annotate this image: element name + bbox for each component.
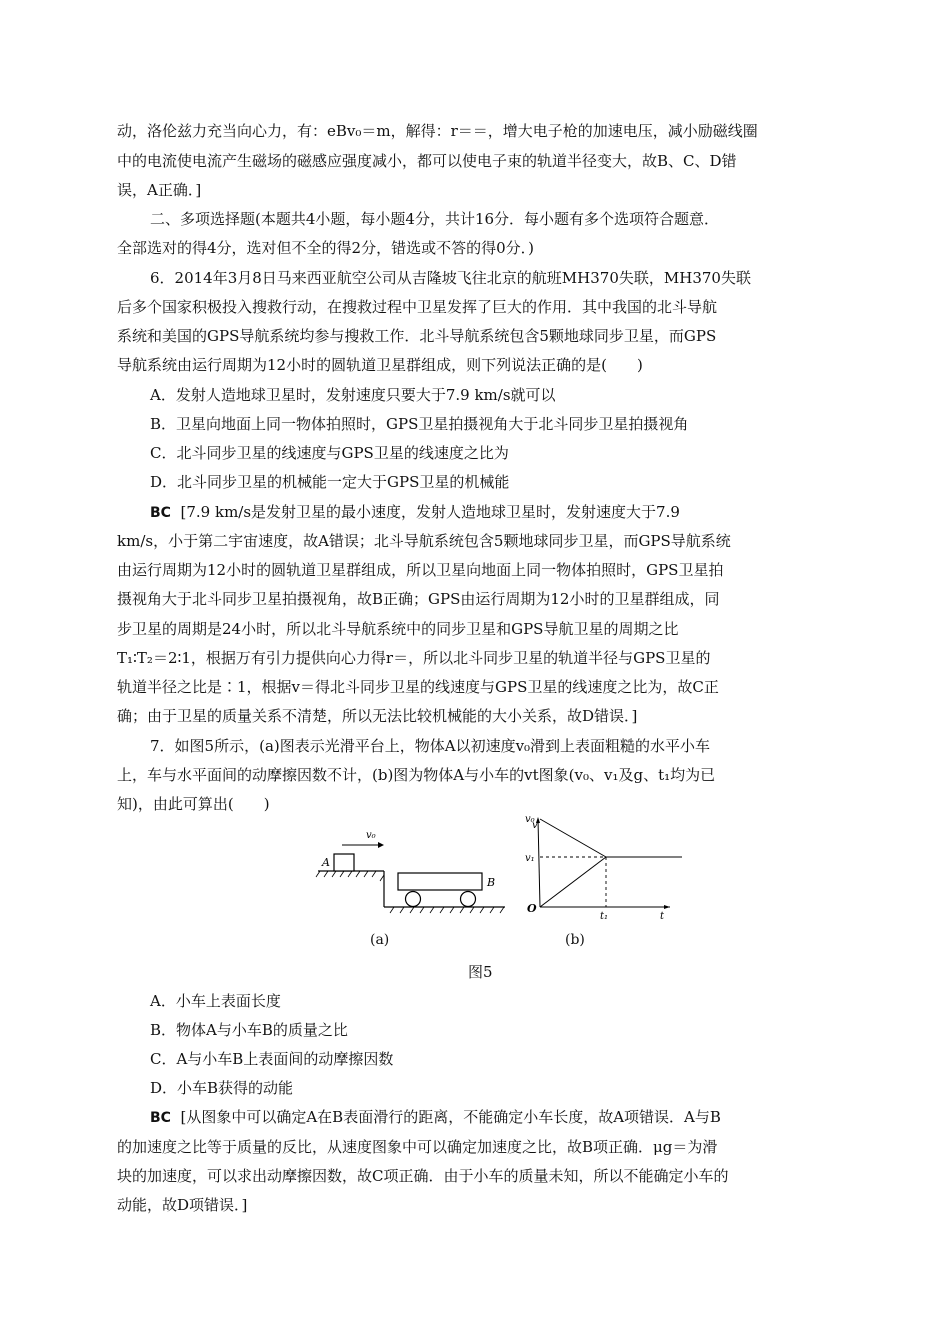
graph-line-a xyxy=(540,819,606,857)
option-d: D．北斗同步卫星的机械能一定大于GPS卫星的机械能 xyxy=(150,473,510,491)
text-line: 动，洛伦兹力充当向心力，有：eBv₀＝m，解得：r＝＝，增大电子枪的加速电压，减小励磁线圈 xyxy=(117,122,758,140)
origin-label: O xyxy=(527,902,537,915)
text-line: 全部选对的得4分，选对但不全的得2分，错选或不答的得0分．) xyxy=(117,239,534,257)
figure-caption: 图5 xyxy=(468,963,493,981)
text-line: T₁∶T₂＝2∶1，根据万有引力提供向心力得r＝，所以北斗同步卫星的轨道半径与GPS卫星的 xyxy=(117,649,711,667)
option-b: B．卫星向地面上同一物体拍照时，GPS卫星拍摄视角大于北斗同步卫星拍摄视角 xyxy=(150,415,689,433)
text-line: km/s，小于第二宇宙速度，故A错误；北斗导航系统包含5颗地球同步卫星，而GPS导航系统 xyxy=(117,532,731,550)
text-line: 轨道半径之比是∶1，根据v＝得北斗同步卫星的线速度与GPS卫星的线速度之比为，故C正 xyxy=(117,678,719,696)
cart-b xyxy=(398,873,482,890)
tick-v0: v₀ xyxy=(525,815,535,825)
axis-v: v xyxy=(532,820,538,831)
tick-t1: t₁ xyxy=(600,911,609,922)
text-line: 的加速度之比等于质量的反比，从速度图象中可以确定加速度之比，故B项正确．μg＝为滑 xyxy=(117,1138,718,1156)
question-7-stem: 7．如图5所示，(a)图表示光滑平台上，物体A以初速度v₀滑到上表面粗糙的水平小车 xyxy=(150,737,711,755)
subcaption-b: (b) xyxy=(565,932,585,948)
option-b: B．物体A与小车B的质量之比 xyxy=(150,1021,348,1039)
question-6-stem: 6．2014年3月8日马来西亚航空公司从吉隆坡飞往北京的航班MH370失联，MH370失联 xyxy=(150,269,751,287)
block-a xyxy=(334,854,354,871)
label-b: B xyxy=(487,876,496,889)
axis-t: t xyxy=(660,911,665,922)
text-line: 系统和美国的GPS导航系统均参与搜救工作．北斗导航系统包含5颗地球同步卫星，而GPS xyxy=(117,327,717,345)
graph-line-b xyxy=(540,857,606,907)
answer-6 xyxy=(150,502,680,523)
text-line: 误，A正确．] xyxy=(117,181,202,199)
text-line: 知)，由此可算出( ) xyxy=(117,795,270,813)
text-line: 中的电流使电流产生磁场的磁感应强度减小，都可以使电子束的轨道半径变大，故B、C、D错 xyxy=(117,152,737,170)
text-line: 块的加速度，可以求出动摩擦因数，故C项正确．由于小车的质量未知，所以不能确定小车的 xyxy=(117,1167,729,1185)
text-line: 确；由于卫星的质量关系不清楚，所以无法比较机械能的大小关系，故D错误．] xyxy=(117,707,638,725)
answer-label: BC xyxy=(150,505,171,521)
text-line: 导航系统由运行周期为12小时的圆轨道卫星群组成，则下列说法正确的是( ) xyxy=(117,356,643,374)
text-line: 上，车与水平面间的动摩擦因数不计，(b)图为物体A与小车的vt图象(v₀、v₁及g、t₁均为已 xyxy=(117,766,716,784)
figure-5 xyxy=(310,815,690,955)
label-v0: v₀ xyxy=(366,830,376,841)
text-line: 动能，故D项错误．] xyxy=(117,1196,248,1214)
text-line: 由运行周期为12小时的圆轨道卫星群组成，所以卫星向地面上同一物体拍照时，GPS卫星拍 xyxy=(117,561,724,579)
option-a: A．发射人造地球卫星时，发射速度只要大于7.9 km/s就可以 xyxy=(150,386,556,404)
text-line: 步卫星的周期是24小时，所以北斗导航系统中的同步卫星和GPS导航卫星的周期之比 xyxy=(117,620,679,638)
explanation-text: [从图象中可以确定A在B表面滑行的距离，不能确定小车长度，故A项错误．A与B xyxy=(180,1108,721,1126)
option-d: D．小车B获得的动能 xyxy=(150,1079,294,1097)
tick-v1: v₁ xyxy=(525,853,535,864)
subcaption-a: (a) xyxy=(370,932,390,948)
answer-label: BC xyxy=(150,1110,171,1126)
option-c: C．A与小车B上表面间的动摩擦因数 xyxy=(150,1050,394,1068)
figure-a xyxy=(316,830,505,913)
figure-b xyxy=(525,815,682,922)
text-line: 摄视角大于北斗同步卫星拍摄视角，故B正确；GPS由运行周期为12小时的卫星群组成，同 xyxy=(117,590,720,608)
text-line: 后多个国家积极投入搜救行动，在搜救过程中卫星发挥了巨大的作用．其中我国的北斗导航 xyxy=(117,298,718,316)
explanation-text: [7.9 km/s是发射卫星的最小速度，发射人造地球卫星时，发射速度大于7.9 xyxy=(180,503,680,521)
option-a: A．小车上表面长度 xyxy=(150,992,281,1010)
section-heading: 二、多项选择题(本题共4小题，每小题4分，共计16分．每小题有多个选项符合题意． xyxy=(150,210,720,228)
answer-7 xyxy=(150,1107,721,1128)
option-c: C．北斗同步卫星的线速度与GPS卫星的线速度之比为 xyxy=(150,444,509,462)
label-a: A xyxy=(322,856,330,869)
